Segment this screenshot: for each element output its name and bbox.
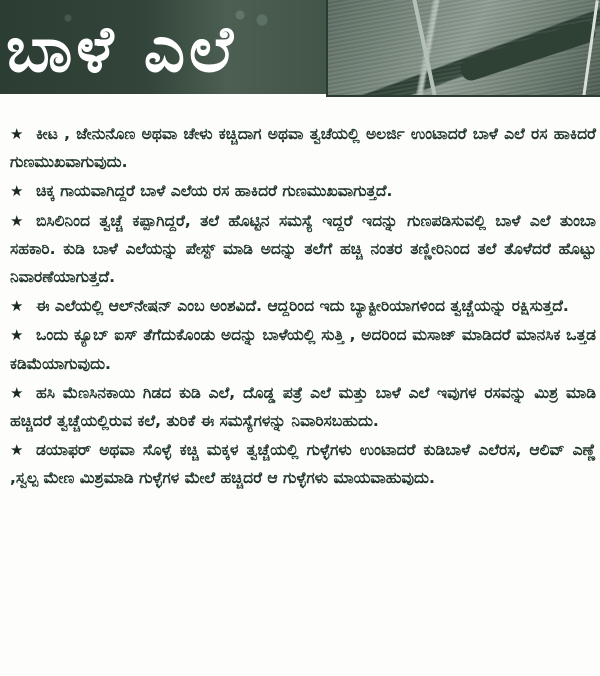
tip-item	[10, 379, 596, 435]
leaf-shadow-decoration	[458, 19, 598, 83]
star-bullet-icon: ★	[10, 125, 24, 143]
tip-item	[10, 120, 596, 176]
article-body	[10, 120, 596, 494]
leaf-edge-decoration	[582, 0, 598, 96]
star-bullet-icon: ★	[10, 297, 24, 316]
star-bullet-icon: ★	[10, 326, 24, 345]
tip-item	[10, 207, 596, 292]
banana-leaf-photo	[326, 0, 600, 97]
star-bullet-icon: ★	[10, 441, 24, 460]
star-bullet-icon: ★	[10, 211, 24, 230]
tip-text: ಬಿಸಿಲಿನಿಂದ ತ್ವಚ್ಚೆ ಕಪ್ಪಾಗಿದ್ದರೆ, ತಲೆ ಹೊಟ್ಟಿನ ಸಮಸ್ಯೆ ಇದ್ದರೆ ಇದನ್ನು ಗುಣಪಡಿಸುವಲ್ಲಿ ಬಾಳೆ ಎಲೆ ತುಂಬಾ ಸಹಕಾರಿ. ಕುಡಿ ಬಾಳೆ ಎಲೆಯನ್ನು ಪೇಸ್ಟ್ ಮಾಡಿ ಅದನ್ನು ತಲೆಗೆ ಹಚ್ಚಿ ನಂತರ ತಣ್ಣೀರಿನಿಂದ ತಲೆ ತೊಳೆದರೆ ಹೊಟ್ಟು ನಿವಾರಣೆಯಾಗುತ್ತದೆ.	[10, 211, 596, 287]
tip-text: ಒಂದು ಕ್ಯೂಬ್ ಐಸ್ ತೆಗೆದುಕೊಂಡು ಅದನ್ನು ಬಾಳೆಯಲ್ಲಿ ಸುತ್ತಿ , ಅದರಿಂದ ಮಸಾಜ್ ಮಾಡಿದರೆ ಮಾನಸಿಕ ಒತ್ತಡ ಕಡಿಮೆಯಾಗುವುದು.	[10, 326, 596, 373]
tip-text: ಡಯಾಫರ್ ಅಥವಾ ಸೊಳ್ಳೆ ಕಚ್ಚಿ ಮಕ್ಕಳ ತ್ವಚ್ಚೆಯಲ್ಲಿ ಗುಳ್ಳೆಗಳು ಉಂಟಾದರೆ ಕುಡಿಬಾಳೆ ಎಲೆರಸ, ಆಲಿವ್ ಎಣ್ಣೆ ,ಸ್ವಲ್ಪ ಮೇಣ ಮಿಶ್ರಮಾಡಿ ಗುಳ್ಳೆಗಳ ಮೇಲೆ ಹಚ್ಚಿದರೆ ಆ ಗುಳ್ಳೆಗಳು ಮಾಯವಾಹುವುದು.	[10, 441, 596, 488]
tip-text: ಹಸಿ ಮೆಣಸಿನಕಾಯಿ ಗಿಡದ ಕುಡಿ ಎಲೆ, ದೊಡ್ಡ ಪತ್ರೆ ಎಲೆ ಮತ್ತು ಬಾಳೆ ಎಲೆ ಇವುಗಳ ರಸವನ್ನು ಮಿಶ್ರ ಮಾಡಿ ಹಚ್ಚಿದರೆ ತ್ವಚ್ಚೆಯಲ್ಲಿರುವ ಕಲೆ, ತುರಿಕೆ ಈ ಸಮಸ್ಯೆಗಳನ್ನು ನಿವಾರಿಸಬಹುದು.	[10, 383, 596, 431]
article-title: ಬಾಳೆ ಎಲೆ	[6, 13, 238, 87]
tip-item	[10, 436, 596, 492]
tip-text: ಚಿಕ್ಕ ಗಾಯವಾಗಿದ್ದರೆ ಬಾಳೆ ಎಲೆಯ ರಸ ಹಾಕಿದರೆ ಗುಣಮುಖವಾಗುತ್ತದೆ.	[36, 182, 393, 201]
title-banner	[0, 0, 326, 94]
tip-item	[10, 177, 596, 205]
article-header	[0, 0, 600, 98]
tip-item	[10, 321, 596, 377]
leaf-rib-decoration	[411, 0, 440, 97]
tip-text: ಈ ಎಲೆಯಲ್ಲಿ ಆಲ್‌ನೇಷನ್ ಎಂಬ ಅಂಶವಿದೆ. ಆದ್ದರಿಂದ ಇದು ಬ್ಯಾಕ್ಟೀರಿಯಾಗಳಿಂದ ತ್ವಚ್ಚೆಯನ್ನು ರಕ್ಷಿಸುತ್ತದೆ.	[36, 297, 569, 316]
star-bullet-icon: ★	[10, 182, 24, 201]
tip-item	[10, 292, 596, 320]
star-bullet-icon: ★	[10, 383, 24, 402]
tip-text: ಕೀಟ , ಜೇನುನೊಣ ಅಥವಾ ಚೇಳು ಕಚ್ಚಿದಾಗ ಅಥವಾ ತ್ವಚೆಯಲ್ಲಿ ಅಲರ್ಜಿ ಉಂಟಾದರೆ ಬಾಳೆ ಎಲೆ ರಸ ಹಾಕಿದರೆ ಗುಣಮುಖವಾಗುವುದು.	[10, 125, 596, 172]
